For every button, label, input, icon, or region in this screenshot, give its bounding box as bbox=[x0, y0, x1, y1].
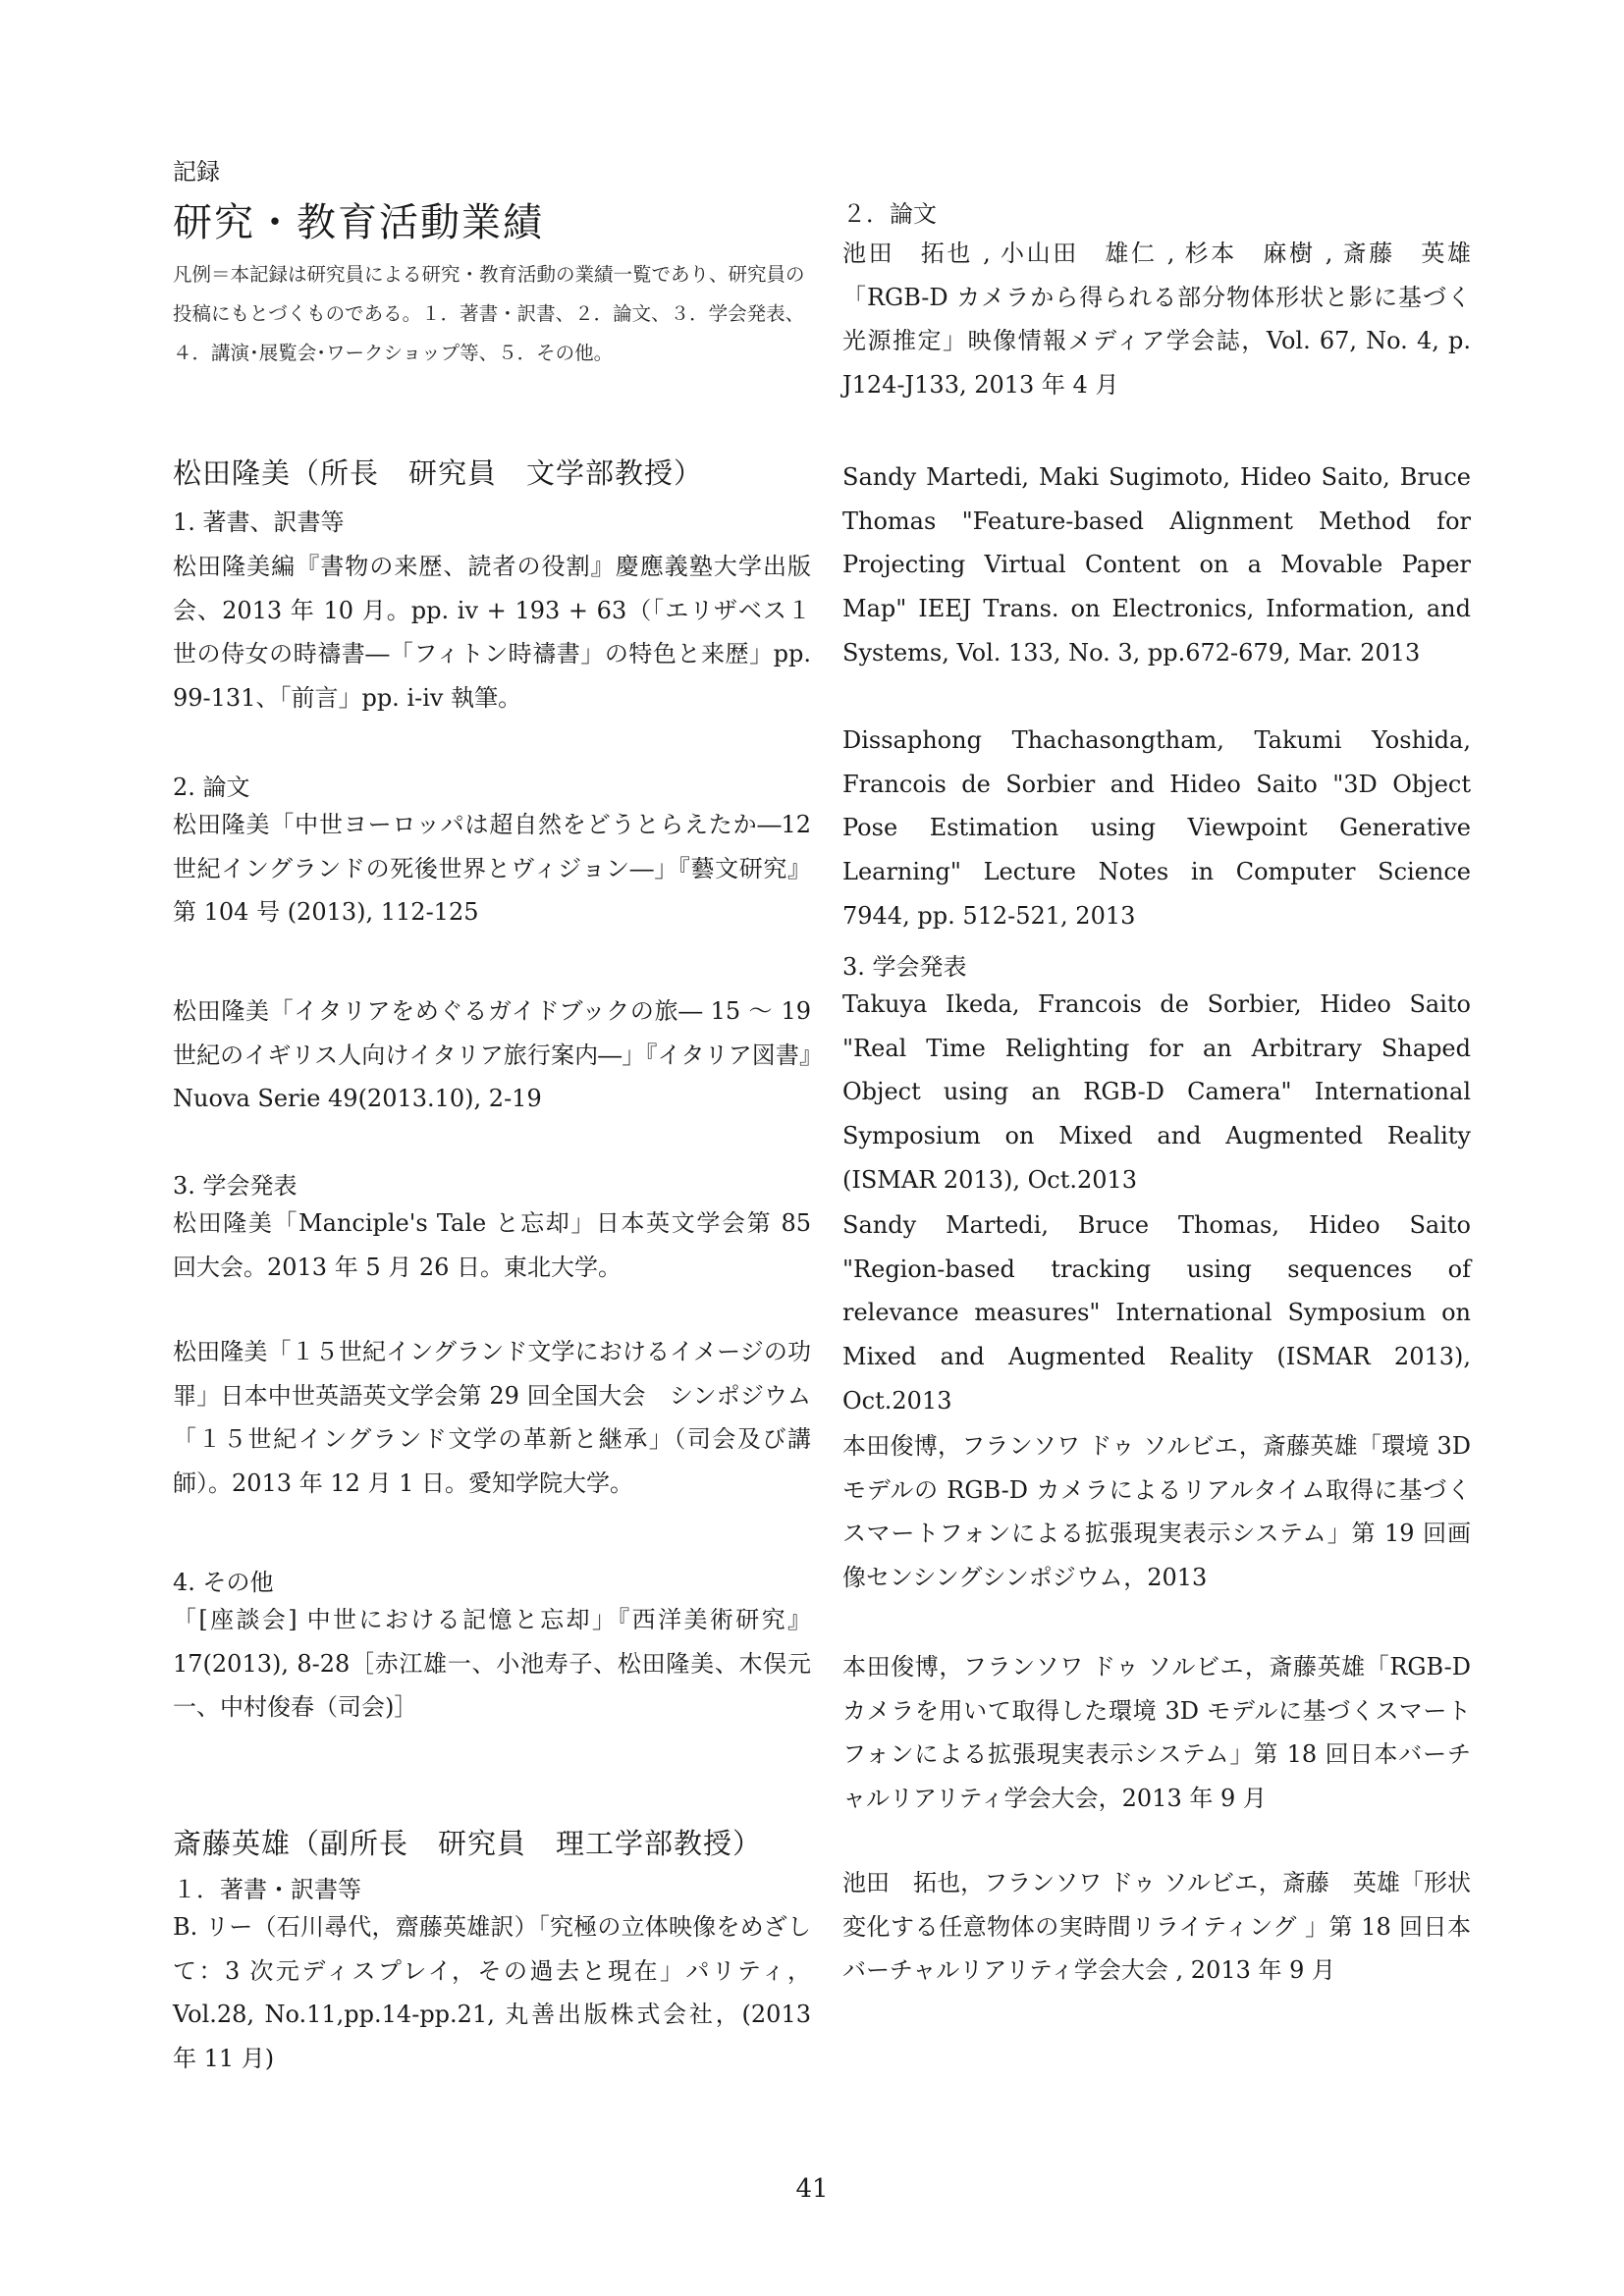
entry-paper: 松田隆美「中世ヨーロッパは超自然をどうとらえたか―12 世紀イングランドの死後世界とヴィジョン―」『藝文研究』第 104 号 (2013), 112-125 bbox=[173, 811, 811, 927]
entry-paper: Sandy Martedi, Maki Sugimoto, Hideo Saito, Bruce Thomas "Feature-based Alignment Method for Projecting Virtual Content on a Movable Paper Map" IEEJ Trans. on Electronics, Information, and Systems, Vol. 133, No. 3, pp.672-679, Mar. 2013 bbox=[842, 463, 1471, 667]
entry-paper: Dissaphong Thachasongtham, Takumi Yoshida, Francois de Sorbier and Hideo Saito "3D Object Pose Estimation using Viewpoint Generative Learning" Lecture Notes in Computer Science 7944, pp. 512-521, 2013 bbox=[842, 726, 1471, 930]
entry-talk: 本田俊博，フランソワ ドゥ ソルビエ，斎藤英雄「環境 3D モデルの RGB-D カメラによるリアルタイム取得に基づくスマートフォンによる拡張現実表示システム」第 19 回画像センシングシンポジウム，2013 bbox=[842, 1432, 1471, 1592]
entry-talk: Sandy Martedi, Bruce Thomas, Hideo Saito "Region-based tracking using sequences of relevance measures" International Symposium on Mixed and Augmented Reality (ISMAR 2013), Oct.2013 bbox=[842, 1211, 1471, 1415]
page-title: 研究・教育活動業績 bbox=[173, 200, 544, 245]
entry-other: 「[座談会] 中世における記憶と忘却」『西洋美術研究』17(2013), 8-28［赤江雄一、小池寿子、松田隆美、木俣元一、中村俊春（司会)］ bbox=[173, 1606, 811, 1722]
entry-talk: 松田隆美「１５世紀イングランド文学におけるイメージの功罪」日本中世英語英文学会第 29 回全国大会 シンポジウム「１５世紀イングランド文学の革新と継承」（司会及び講師）。2013 年 12 月 1 日。愛知学院大学。 bbox=[173, 1338, 811, 1498]
person-heading-matsuda: 松田隆美（所長 研究員 文学部教授） bbox=[173, 456, 704, 490]
section-papers-heading: 2. 論文 bbox=[173, 774, 250, 801]
section-books-heading: １．著書・訳書等 bbox=[173, 1876, 361, 1903]
entry-book: 松田隆美編『書物の来歴、読者の役割』慶應義塾大学出版会、2013 年 10 月。pp. iv + 193 + 63（「エリザベス１世の侍女の時禱書―「フィトン時禱書」の特色と来歴」pp. 99-131、「前言」pp. i-iv 執筆。 bbox=[173, 553, 811, 713]
entry-talk: 池田 拓也，フランソワ ドゥ ソルビエ，斎藤 英雄「形状変化する任意物体の実時間リライティング 」第 18 回日本バーチャルリアリティ学会大会 , 2013 年 9 月 bbox=[842, 1869, 1471, 1985]
section-other-heading: 4. その他 bbox=[173, 1569, 274, 1596]
entry-book: B. リー（石川尋代，齋藤英雄訳）「究極の立体映像をめざして：3 次元ディスプレイ，その過去と現在」パリティ，Vol.28, No.11,pp.14-pp.21, 丸善出版株式会社，(2013 年 11 月) bbox=[173, 1913, 811, 2073]
entry-talk: Takuya Ikeda, Francois de Sorbier, Hideo Saito "Real Time Relighting for an Arbitrary Shaped Object using an RGB-D Camera" International Symposium on Mixed and Augmented Reality (ISMAR 2013), Oct.2013 bbox=[842, 990, 1471, 1194]
section-papers-heading: ２．論文 bbox=[842, 200, 937, 228]
legend-note: 凡例＝本記録は研究員による研究・教育活動の業績一覧であり、研究員の投稿にもとづくものである。１．著書・訳書、２．論文、３．学会発表、４．講演･展覧会･ワークショップ等、５．その他。 bbox=[173, 263, 805, 364]
section-label: 記録 bbox=[173, 158, 220, 186]
page-number: 41 bbox=[795, 2174, 829, 2204]
entry-paper: 松田隆美「イタリアをめぐるガイドブックの旅― 15 〜 19 世紀のイギリス人向けイタリア旅行案内―」『イタリア図書』Nuova Serie 49(2013.10), 2-19 bbox=[173, 997, 811, 1113]
entry-talk: 本田俊博，フランソワ ドゥ ソルビエ，斎藤英雄「RGB-D カメラを用いて取得した環境 3D モデルに基づくスマートフォンによる拡張現実表示システム」第 18 回日本バーチャルリアリティ学会大会，2013 年 9 月 bbox=[842, 1653, 1471, 1813]
section-books-heading: 1. 著書、訳書等 bbox=[173, 508, 345, 536]
entry-paper: 池田 拓也 , 小山田 雄仁 , 杉本 麻樹 , 斎藤 英雄「RGB-D カメラから得られる部分物体形状と影に基づく光源推定」映像情報メディア学会誌，Vol. 67, No. 4, p. J124-J133, 2013 年 4 月 bbox=[842, 240, 1471, 400]
person-heading-saito: 斎藤英雄（副所長 研究員 理工学部教授） bbox=[173, 1827, 763, 1860]
entry-talk: 松田隆美「Manciple's Tale と忘却」日本英文学会第 85 回大会。2013 年 5 月 26 日。東北大学。 bbox=[173, 1209, 811, 1281]
section-talks-heading: 3. 学会発表 bbox=[173, 1172, 298, 1200]
section-talks-heading: 3. 学会発表 bbox=[842, 953, 967, 981]
